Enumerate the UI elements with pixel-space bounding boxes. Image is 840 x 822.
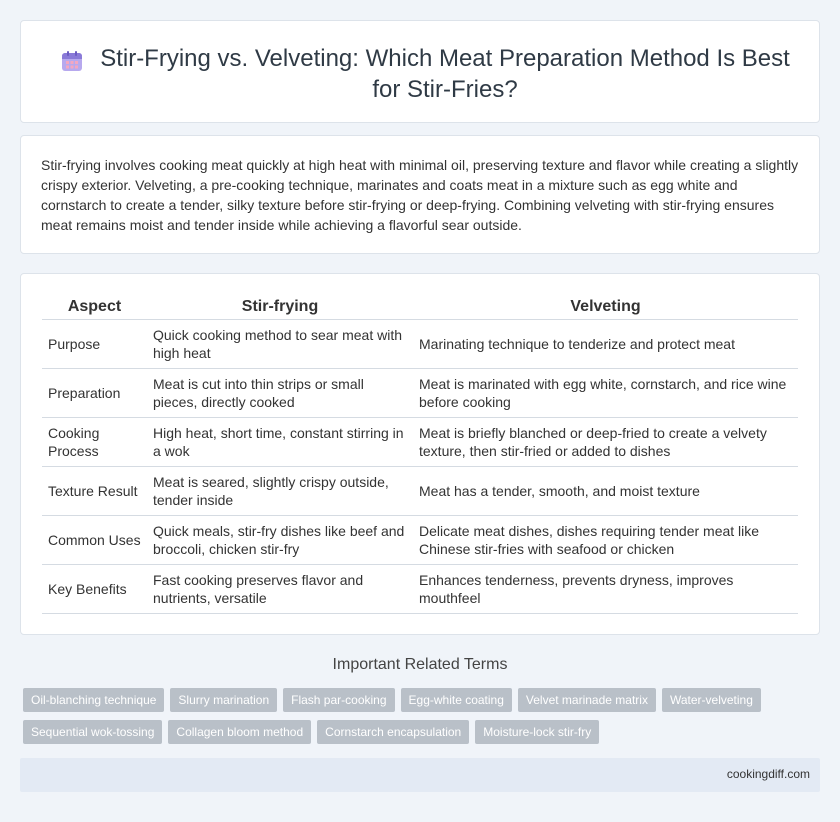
intro-paragraph: Stir-frying involves cooking meat quickly at high heat with minimal oil, preserving texture and flavor while creating a slightly crispy exterior. Velveting, a pre-cooking technique, marinates and coats meat in a mixture such as egg white and cornstarch to create a tender, silky texture before stir-frying or deep-frying. Combining velveting with stir-frying ensures meat remains moist and tender inside while achieving a flavorful sear outside. <box>41 157 799 233</box>
table-row <box>42 466 798 515</box>
related-term-tag[interactable]: Velvet marinade matrix <box>518 688 656 712</box>
cell-velveting: Meat has a tender, smooth, and moist texture <box>413 466 798 515</box>
related-term-tag[interactable]: Flash par-cooking <box>283 688 394 712</box>
cell-aspect: Texture Result <box>42 466 147 515</box>
table-row <box>42 368 798 417</box>
cell-velveting: Meat is marinated with egg white, cornstarch, and rice wine before cooking <box>413 368 798 417</box>
cell-aspect: Cooking Process <box>42 417 147 466</box>
table-row <box>42 564 798 613</box>
header-aspect: Aspect <box>42 296 147 319</box>
cell-stir-frying: Quick meals, stir-fry dishes like beef and broccoli, chicken stir-fry <box>147 515 413 564</box>
table-header-row <box>42 296 798 319</box>
header-stir-frying: Stir-frying <box>147 296 413 319</box>
page-title: Stir-Frying vs. Velveting: Which Meat Preparation Method Is Best for Stir-Fries? <box>100 45 790 103</box>
cell-velveting: Marinating technique to tenderize and protect meat <box>413 319 798 368</box>
related-terms-heading: Important Related Terms <box>332 656 508 673</box>
related-term-tag[interactable]: Slurry marination <box>170 688 277 712</box>
related-term-tag[interactable]: Egg-white coating <box>401 688 512 712</box>
cell-aspect: Purpose <box>42 319 147 368</box>
title-card <box>20 20 820 123</box>
cell-velveting: Enhances tenderness, prevents dryness, improves mouthfeel <box>413 564 798 613</box>
related-term-tag[interactable]: Moisture-lock stir-fry <box>475 720 599 744</box>
related-term-tag[interactable]: Collagen bloom method <box>168 720 311 744</box>
header-velveting: Velveting <box>413 296 798 319</box>
cell-stir-frying: Meat is cut into thin strips or small pieces, directly cooked <box>147 368 413 417</box>
related-term-tag[interactable]: Cornstarch encapsulation <box>317 720 469 744</box>
cell-stir-frying: Fast cooking preserves flavor and nutrients, versatile <box>147 564 413 613</box>
cell-velveting: Delicate meat dishes, dishes requiring tender meat like Chinese stir-fries with seafood or chicken <box>413 515 798 564</box>
cell-aspect: Common Uses <box>42 515 147 564</box>
cell-stir-frying: High heat, short time, constant stirring in a wok <box>147 417 413 466</box>
related-term-tag[interactable]: Oil-blanching technique <box>23 688 164 712</box>
table-row <box>42 417 798 466</box>
table-row <box>42 319 798 368</box>
related-terms-list <box>23 688 813 752</box>
related-term-tag[interactable]: Water-velveting <box>662 688 761 712</box>
intro-card <box>20 135 820 254</box>
cell-stir-frying: Meat is seared, slightly crispy outside, tender inside <box>147 466 413 515</box>
footer <box>20 758 820 792</box>
cell-aspect: Key Benefits <box>42 564 147 613</box>
related-term-tag[interactable]: Sequential wok-tossing <box>23 720 162 744</box>
comparison-card <box>20 273 820 635</box>
cell-aspect: Preparation <box>42 368 147 417</box>
table-row <box>42 515 798 564</box>
cell-velveting: Meat is briefly blanched or deep-fried to create a velvety texture, then stir-fried or added to dishes <box>413 417 798 466</box>
cell-stir-frying: Quick cooking method to sear meat with high heat <box>147 319 413 368</box>
footer-site-link[interactable]: cookingdiff.com <box>726 767 810 781</box>
comparison-table <box>42 296 798 614</box>
